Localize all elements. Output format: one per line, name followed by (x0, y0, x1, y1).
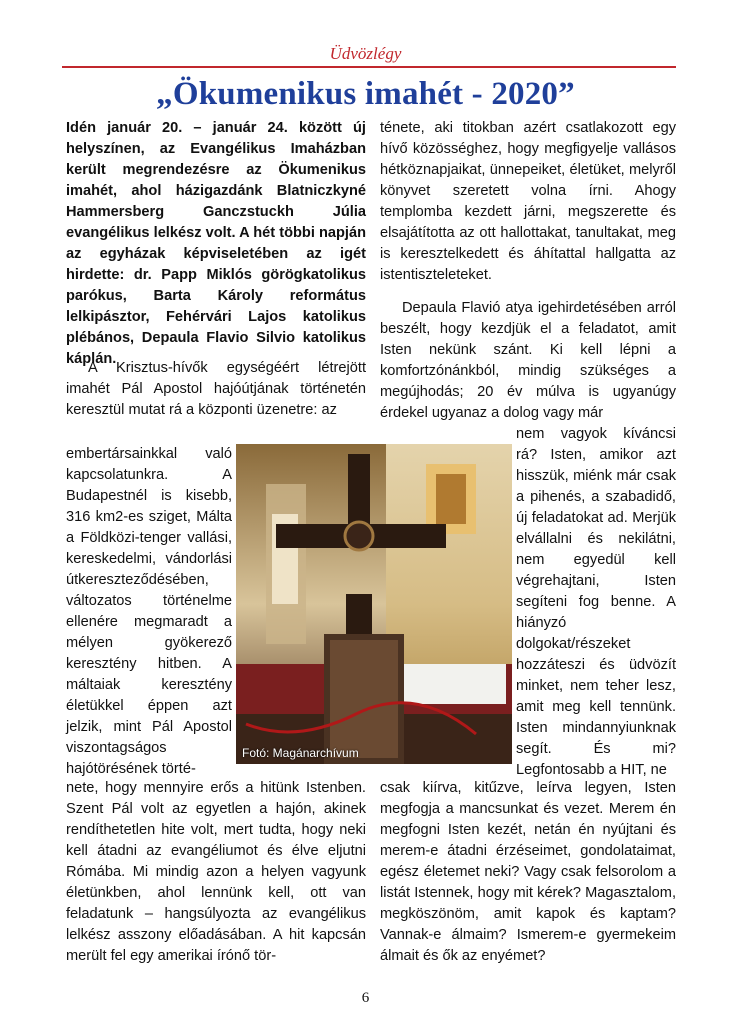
lead-paragraph: Idén január 20. – január 24. között új helyszínen, az Evangélikus Imaházban került megrendezésre az Ökumenikus imahét, ahol házigazdánk Blatniczkyné Hammersberg Ganczstuckh Júlia evangélikus lelkész volt. A hét többi napján az egyházak képviseletében az igét hirdette: dr. Papp Miklós görögkatolikus parókus, Barta Károly református lelkipásztor, Fehérvári Lajos katolikus plébános, Depaula Flavio Silvio katolikus káplán. (66, 120, 366, 367)
page-number: 6 (361, 990, 370, 1006)
church-photo (236, 444, 512, 764)
paragraph-3-bottom: csak kiírva, kitűzve, leírva legyen, Isten megfogja a mancsunkat és vezet. Merem én megfogni Isten kezét, netán én nyújtani és merem-e átadni érzéseimet, gondolataimat, egész életemet neki? Vagy csak felsorolom a listát Istennek, hogy mit kérek? Magasztalom, megköszönöm, amit kapok és kaptam? Vannak-e álmaim? Ismerem-e gyermekeim álmait és ők az enyémet? (380, 780, 676, 964)
church-cross-illustration (236, 444, 512, 764)
paragraph-2: ténete, aki titokban azért csatlakozott egy hívő közösséghez, hogy megfigyelje vallásos hétköznapjaikat, ünnepeiket, életüket, melyről könyvet szeretett volna írni. Ahogy templomba kezdett járni, megszerette és elsajátította az ott hallottakat, tanultakat, meg is keresztelkedett és áhítattal hallgatta az istentiszteleteket. (380, 120, 676, 283)
article-title: „Ökumenikus imahét - 2020” (156, 76, 575, 112)
paragraph-1-side: embertársainkkal való kapcsolatunkra. A Budapestnél is kisebb, 316 km2-es sziget, Málta a Földközi-tenger vallási, kereskedelmi, vándorlási útkereszteződésében, változatos történelme ellenére megmaradt a mélyen gyökerező keresztény hitben. A máltaiak keresztény életükkel éppen azt jelzik, mint Pál Apostol viszontagságos hajótörésének törté- (66, 446, 232, 777)
paragraph-1-bottom: nete, hogy mennyire erős a hitünk Istenben. Szent Pál volt az egyetlen a hajón, akinek rendíthetetlen hite volt, mert tudta, hogy neki kell átadni az evangéliumot és élve eljutni Rómába. Mi mindig azon a helyen vagyunk életünkben, ahol lennünk kell, ott van feladatunk – hangsúlyozta az evangélikus lelkész asszony előadásában. A hit kapcsán merült fel egy amerikai írónő tör- (66, 780, 366, 964)
paragraph-3-side: nem vagyok kíváncsi rá? Isten, amikor azt hisszük, miénk már csak a pihenés, a szabadidő, új feladatokat ad. Merjük elvállalni és nekilátni, nem egyedül kell végrehajtani, Isten segíteni fog benne. A hiányzó dolgokat/részeket hozzáteszi és üdvözít minket, nem teher lesz, amit meg kell tennünk. Isten mindannyiunknak segít. És mi? Legfontosabb a HIT, ne (516, 426, 676, 778)
header-rule (62, 66, 676, 68)
paragraph-1-top: A Krisztus-hívők egységéért létrejött imahét Pál Apostol hajóútjának történetén keresztül mutat rá a központi üzenetre: az (66, 360, 366, 418)
photo-caption: Fotó: Magánarchívum (242, 746, 359, 760)
paragraph-3-top: Depaula Flavió atya igehirdetésében arról beszélt, hogy kezdjük el a feladatot, amit Isten nekünk szánt. Ki kell lépni a komfortzónánkból, mindig szükséges a megújhodás; 20 év múlva is ugyanúgy érdekel ugyanaz a dolog vagy már (380, 300, 676, 421)
section-header: Üdvözlégy (329, 44, 402, 63)
